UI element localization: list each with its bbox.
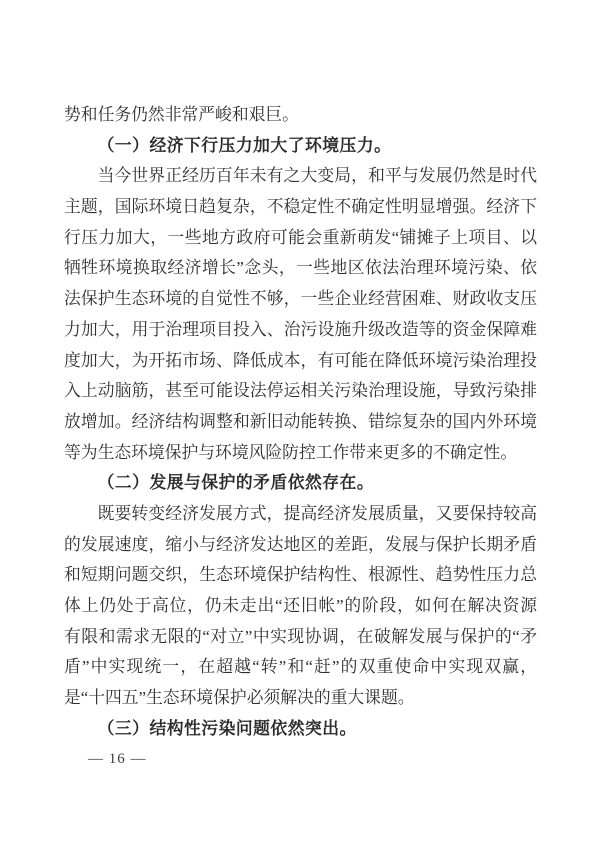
text-line: 盾”中实现统一，在超越“转”和“赶”的双重使命中实现双赢， [64,657,537,677]
paragraph-last-line: 等为生态环境保护与环境风险防控工作带来更多的不确定性。 [64,442,518,462]
text-line: 牺牲环境换取经济增长”念头，一些地区依法治理环境污染、依 [64,258,537,278]
section-heading-3: （三）结构性污染问题依然突出。 [97,718,357,738]
text-line: 的发展速度，缩小与经济发达地区的差距，发展与保护长期矛盾 [64,534,537,554]
text-line: 法保护生态环境的自觉性不够，一些企业经营困难、财政收支压 [64,289,537,309]
section-heading-1: （一）经济下行压力加大了环境压力。 [97,135,392,155]
text-line: 和短期问题交织，生态环境保护结构性、根源性、趋势性压力总 [64,565,537,585]
section-heading-2: （二）发展与保护的矛盾依然存在。 [97,473,375,493]
text-line: 入上动脑筋，甚至可能设法停运相关污染治理设施，导致污染排 [64,381,537,401]
text-line: 主题，国际环境日趋复杂，不稳定性不确定性明显增强。经济下 [64,197,537,217]
text-line: 放增加。经济结构调整和新旧动能转换、错综复杂的国内外环境 [64,411,537,431]
text-line: 力加大，用于治理项目投入、治污设施升级改造等的资金保障难 [64,319,537,339]
paragraph-last-line: 是“十四五”生态环境保护必须解决的重大课题。 [64,688,415,708]
paragraph-first-line: 既要转变经济发展方式，提高经济发展质量，又要保持较高 [97,503,537,523]
document-body [64,100,537,744]
page-number: — 16 — [88,751,147,767]
text-line: 有限和需求无限的“对立”中实现协调，在破解发展与保护的“矛 [64,626,537,646]
text-line: 行压力加大，一些地方政府可能会重新萌发“铺摊子上项目、以 [64,227,537,247]
text-line: 度加大，为开拓市场、降低成本，有可能在降低环境污染治理投 [64,350,537,370]
paragraph-first-line: 当今世界正经历百年未有之大变局，和平与发展仍然是时代 [97,166,537,186]
text-line: 势和任务仍然非常严峻和艰巨。 [64,105,299,124]
text-line: 体上仍处于高位，仍未走出“还旧帐”的阶段，如何在解决资源 [64,596,537,615]
